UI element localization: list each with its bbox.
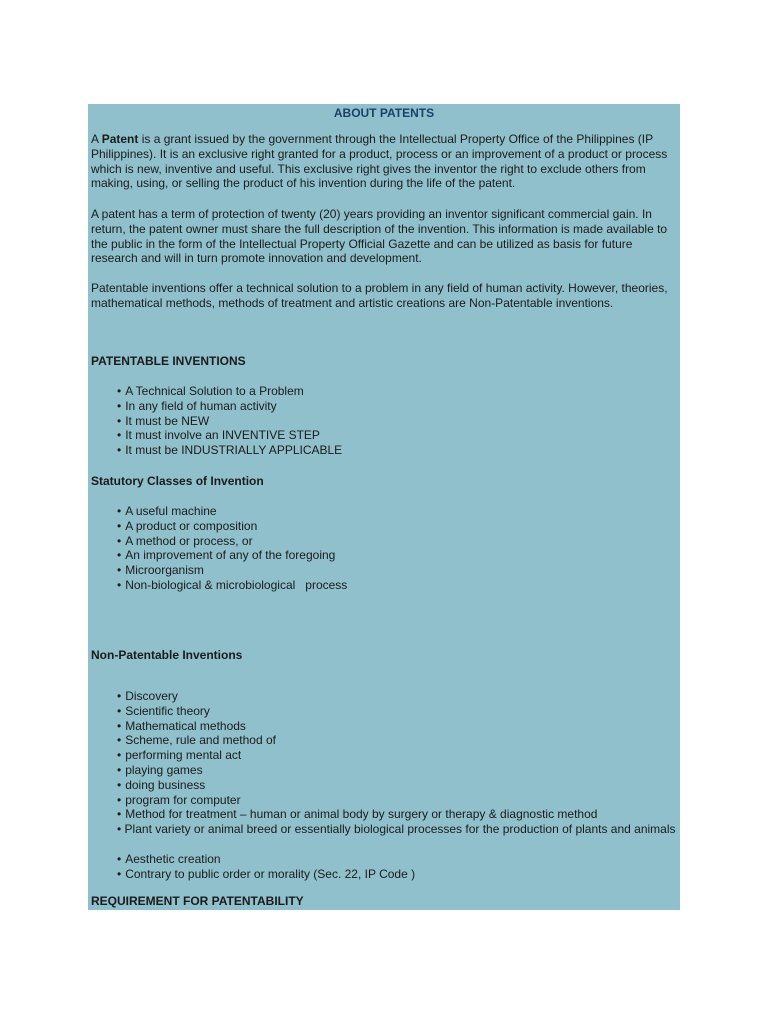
list-item-wrapped: • Plant variety or animal breed or essentially biological processes for the production of plants and animals bbox=[117, 822, 676, 836]
bullet-icon: • bbox=[117, 443, 122, 458]
bullet-icon: • bbox=[117, 428, 122, 443]
non-patentable-list bbox=[117, 689, 597, 822]
statutory-list bbox=[117, 504, 347, 593]
list-item: • A method or process, or bbox=[117, 533, 253, 548]
bullet-icon: • bbox=[117, 398, 122, 413]
list-item: • Contrary to public order or morality (Sec. 22, IP Code ) bbox=[117, 866, 416, 881]
bullet-icon: • bbox=[117, 577, 122, 592]
bullet-icon: • bbox=[117, 413, 122, 428]
requirement-heading: REQUIREMENT FOR PATENTABILITY bbox=[91, 894, 304, 908]
list-item: • A Technical Solution to a Problem bbox=[117, 384, 304, 398]
list-item: • A product or composition bbox=[117, 518, 258, 533]
list-item: • Aesthetic creation bbox=[117, 852, 221, 866]
intro-p1-prefix: A bbox=[91, 132, 102, 146]
bullet-icon: • bbox=[117, 548, 122, 563]
list-item: • program for computer bbox=[117, 792, 241, 807]
list-item: • playing games bbox=[117, 762, 203, 777]
intro-paragraph-3: Patentable inventions offer a technical solution to a problem in any field of human activity. However, theories, mathematical methods, methods of treatment and artistic creations are Non-Patentable inventions. bbox=[91, 281, 668, 310]
bullet-icon: • bbox=[117, 807, 122, 822]
bullet-icon: • bbox=[117, 718, 122, 733]
list-item: • Scheme, rule and method of bbox=[117, 733, 276, 748]
bullet-icon: • bbox=[117, 518, 122, 533]
bullet-icon: • bbox=[117, 866, 122, 881]
bullet-icon: • bbox=[117, 504, 122, 518]
bullet-icon: • bbox=[117, 384, 122, 398]
list-item: • An improvement of any of the foregoing bbox=[117, 548, 336, 563]
list-item: • A useful machine bbox=[117, 504, 217, 518]
document-panel bbox=[88, 104, 680, 910]
bullet-icon: • bbox=[117, 762, 122, 777]
intro-p1-rest: is a grant issued by the government through the Intellectual Property Office of the Philippines (IP Philippines). It is an exclusive right granted for a product, process or an improvement of a product or process which is new, inventive and useful. This exclusive right gives the inventor the right to exclude others from making, using, or selling the product of his invention during the life of the patent. bbox=[91, 132, 668, 191]
list-item: • Non-biological & microbiological process bbox=[117, 577, 348, 592]
list-item: • doing business bbox=[117, 777, 206, 792]
list-item: • Mathematical methods bbox=[117, 718, 246, 733]
list-item: • Scientific theory bbox=[117, 703, 210, 718]
bullet-icon: • bbox=[117, 748, 122, 763]
patentable-list bbox=[117, 384, 342, 458]
statutory-heading: Statutory Classes of Invention bbox=[91, 474, 264, 488]
bullet-icon: • bbox=[117, 822, 122, 836]
list-item: • Method for treatment – human or animal body by surgery or therapy & diagnostic method bbox=[117, 807, 598, 822]
bullet-icon: • bbox=[117, 777, 122, 792]
list-item: • Discovery bbox=[117, 689, 178, 703]
non-patentable-tail-list bbox=[117, 852, 415, 882]
list-item: • It must involve an INVENTIVE STEP bbox=[117, 428, 320, 443]
bullet-icon: • bbox=[117, 689, 122, 703]
intro-paragraph-2: A patent has a term of protection of twenty (20) years providing an inventor significant commercial gain. In return, the patent owner must share the full description of the invention. This information is made available to the public in the form of the Intellectual Property Official Gazette and can be utilized as basis for future research and will in turn promote innovation and development. bbox=[91, 207, 668, 266]
bullet-icon: • bbox=[117, 852, 122, 866]
list-item: • performing mental act bbox=[117, 748, 242, 763]
bullet-icon: • bbox=[117, 703, 122, 718]
intro-p1-bold: Patent bbox=[101, 132, 139, 146]
list-item: • In any field of human activity bbox=[117, 398, 277, 413]
non-patentable-heading: Non-Patentable Inventions bbox=[91, 648, 243, 662]
list-item: • It must be NEW bbox=[117, 413, 210, 428]
list-item: • Microorganism bbox=[117, 563, 204, 578]
page-title: ABOUT PATENTS bbox=[333, 106, 435, 120]
bullet-icon: • bbox=[117, 533, 122, 548]
bullet-icon: • bbox=[117, 733, 122, 748]
list-item: • It must be INDUSTRIALLY APPLICABLE bbox=[117, 443, 343, 458]
patentable-heading: PATENTABLE INVENTIONS bbox=[91, 354, 246, 368]
bullet-icon: • bbox=[117, 563, 122, 578]
bullet-icon: • bbox=[117, 792, 122, 807]
intro-paragraph-1 bbox=[91, 132, 677, 191]
